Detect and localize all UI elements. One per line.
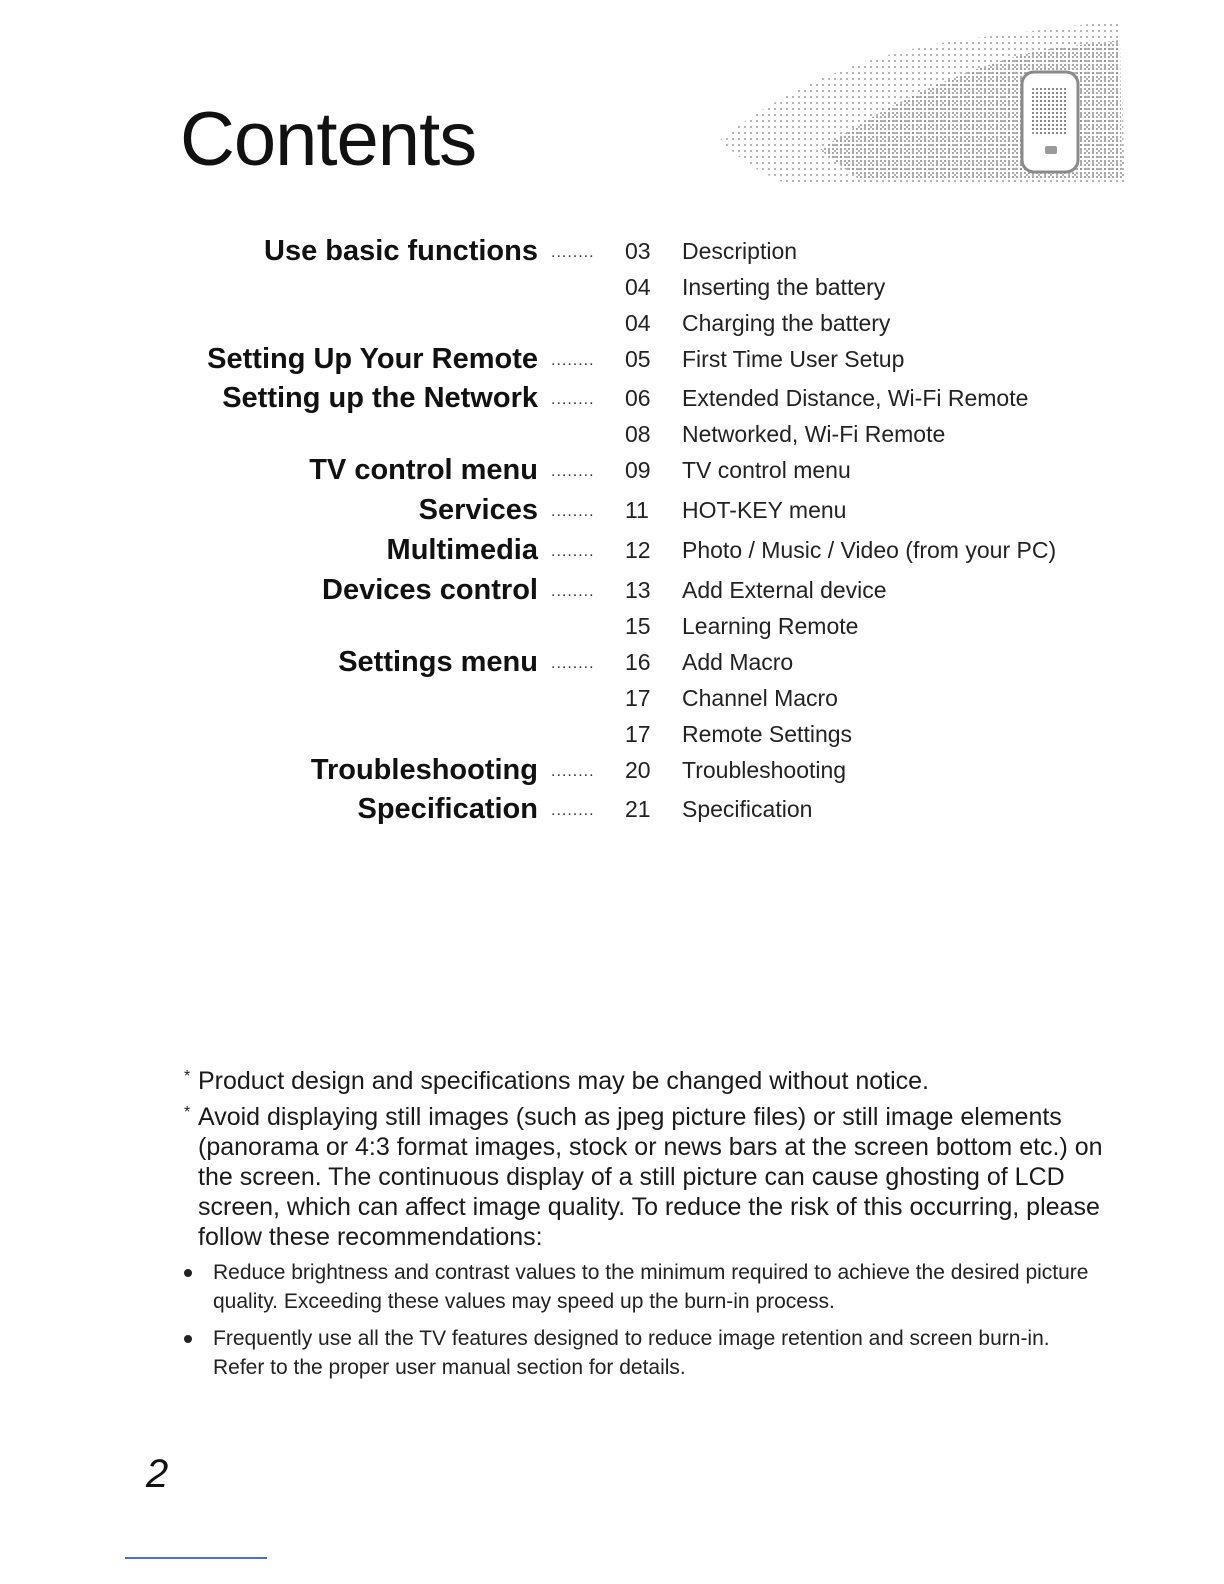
toc-entry: Specification — [682, 796, 813, 822]
toc-row[interactable] — [0, 752, 1224, 788]
toc-entry: Description — [682, 238, 798, 264]
toc-page: 05 — [625, 346, 651, 372]
toc-entry: Add External device — [682, 577, 887, 603]
toc-entry: Remote Settings — [682, 721, 853, 747]
toc-page: 13 — [625, 577, 651, 603]
toc-entry: Extended Distance, Wi-Fi Remote — [682, 385, 1029, 411]
toc-page: 12 — [625, 537, 651, 563]
bullet-icon — [184, 1335, 192, 1343]
toc-leader: ........ — [551, 463, 595, 480]
list-item-text: Reduce brightness and contrast values to the minimum required to achieve the desired picture quality. Exceeding these values may speed up the burn-in process. — [213, 1261, 1089, 1313]
list-item — [184, 1258, 1104, 1316]
toc-section: TV control menu — [309, 454, 538, 486]
notice-text: Product design and specifications may be changed without notice. — [198, 1067, 930, 1095]
toc-row[interactable] — [0, 380, 1224, 416]
toc-row[interactable] — [0, 532, 1224, 568]
toc-row[interactable] — [0, 305, 1224, 341]
toc-row[interactable] — [0, 452, 1224, 488]
toc-section: Services — [418, 494, 538, 526]
toc-entry: Channel Macro — [682, 685, 838, 711]
toc-page: 09 — [625, 457, 651, 483]
toc-page: 17 — [625, 721, 651, 747]
remote-device-halftone-icon — [660, 0, 1130, 190]
toc-row[interactable] — [0, 680, 1224, 716]
toc-row[interactable] — [0, 716, 1224, 752]
toc-leader: ........ — [551, 391, 595, 408]
list-item-text: Frequently use all the TV features designed to reduce image retention and screen burn-in. Refer to the proper user manual section for details. — [213, 1327, 1050, 1379]
asterisk-mark: * — [184, 1068, 191, 1085]
toc-entry: HOT-KEY menu — [682, 497, 847, 523]
toc-leader: ........ — [551, 763, 595, 780]
toc-entry: Charging the battery — [682, 310, 891, 336]
toc-row[interactable] — [0, 341, 1224, 377]
bullet-icon — [184, 1269, 192, 1277]
toc-leader: ........ — [551, 543, 595, 560]
toc-row[interactable] — [0, 492, 1224, 528]
toc-leader: ........ — [551, 655, 595, 672]
toc-row[interactable] — [0, 416, 1224, 452]
notice-item — [184, 1066, 1124, 1096]
asterisk-mark: * — [184, 1104, 191, 1121]
toc-entry: Learning Remote — [682, 613, 859, 639]
recommendation-list — [184, 1258, 1104, 1390]
toc-page: 20 — [625, 757, 651, 783]
toc-row[interactable] — [0, 608, 1224, 644]
toc-page: 06 — [625, 385, 651, 411]
toc-section: Settings menu — [338, 646, 538, 678]
toc-entry: TV control menu — [682, 457, 851, 483]
toc-entry: Photo / Music / Video (from your PC) — [682, 537, 1057, 563]
toc-page: 03 — [625, 238, 651, 264]
toc-entry: Add Macro — [682, 649, 794, 675]
toc-entry: First Time User Setup — [682, 346, 905, 372]
toc-page: 15 — [625, 613, 651, 639]
notice-text: Avoid displaying still images (such as jpeg picture files) or still image elements (panorama or 4:3 format images, stock or news bars at the screen bottom etc.) on the screen. The continuous display of a still picture can cause ghosting of LCD screen, which can affect image quality. To reduce the risk of this occurring, please follow these recommendations: — [198, 1103, 1103, 1251]
toc-leader: ........ — [551, 802, 595, 819]
toc-leader: ........ — [551, 503, 595, 520]
toc-entry: Troubleshooting — [682, 757, 847, 783]
toc-page: 04 — [625, 274, 651, 300]
toc-page: 21 — [625, 796, 651, 822]
list-item — [184, 1324, 1104, 1382]
toc-page: 08 — [625, 421, 651, 447]
toc-row[interactable] — [0, 791, 1224, 827]
toc-leader: ........ — [551, 352, 595, 369]
toc-section: Setting up the Network — [222, 382, 538, 414]
toc-leader: ........ — [551, 244, 595, 261]
toc-section: Specification — [357, 793, 538, 825]
toc-section: Setting Up Your Remote — [207, 343, 538, 375]
toc-section: Multimedia — [386, 534, 538, 566]
notice-block — [184, 1066, 1124, 1258]
toc-page: 16 — [625, 649, 651, 675]
toc-page: 11 — [625, 497, 649, 523]
toc-section: Devices control — [322, 574, 538, 606]
toc-row[interactable] — [0, 269, 1224, 305]
toc-page: 04 — [625, 310, 651, 336]
toc-row[interactable] — [0, 233, 1224, 269]
page-title: Contents — [180, 97, 477, 182]
footer-rule — [125, 1557, 267, 1559]
toc-section: Use basic functions — [264, 235, 538, 267]
toc-page: 17 — [625, 685, 651, 711]
notice-item — [184, 1102, 1124, 1252]
toc-leader: ........ — [551, 583, 595, 600]
toc-section: Troubleshooting — [310, 754, 538, 786]
page-number: 2 — [146, 1452, 169, 1496]
toc-entry: Inserting the battery — [682, 274, 886, 300]
toc-row[interactable] — [0, 572, 1224, 608]
toc-entry: Networked, Wi-Fi Remote — [682, 421, 946, 447]
toc-row[interactable] — [0, 644, 1224, 680]
